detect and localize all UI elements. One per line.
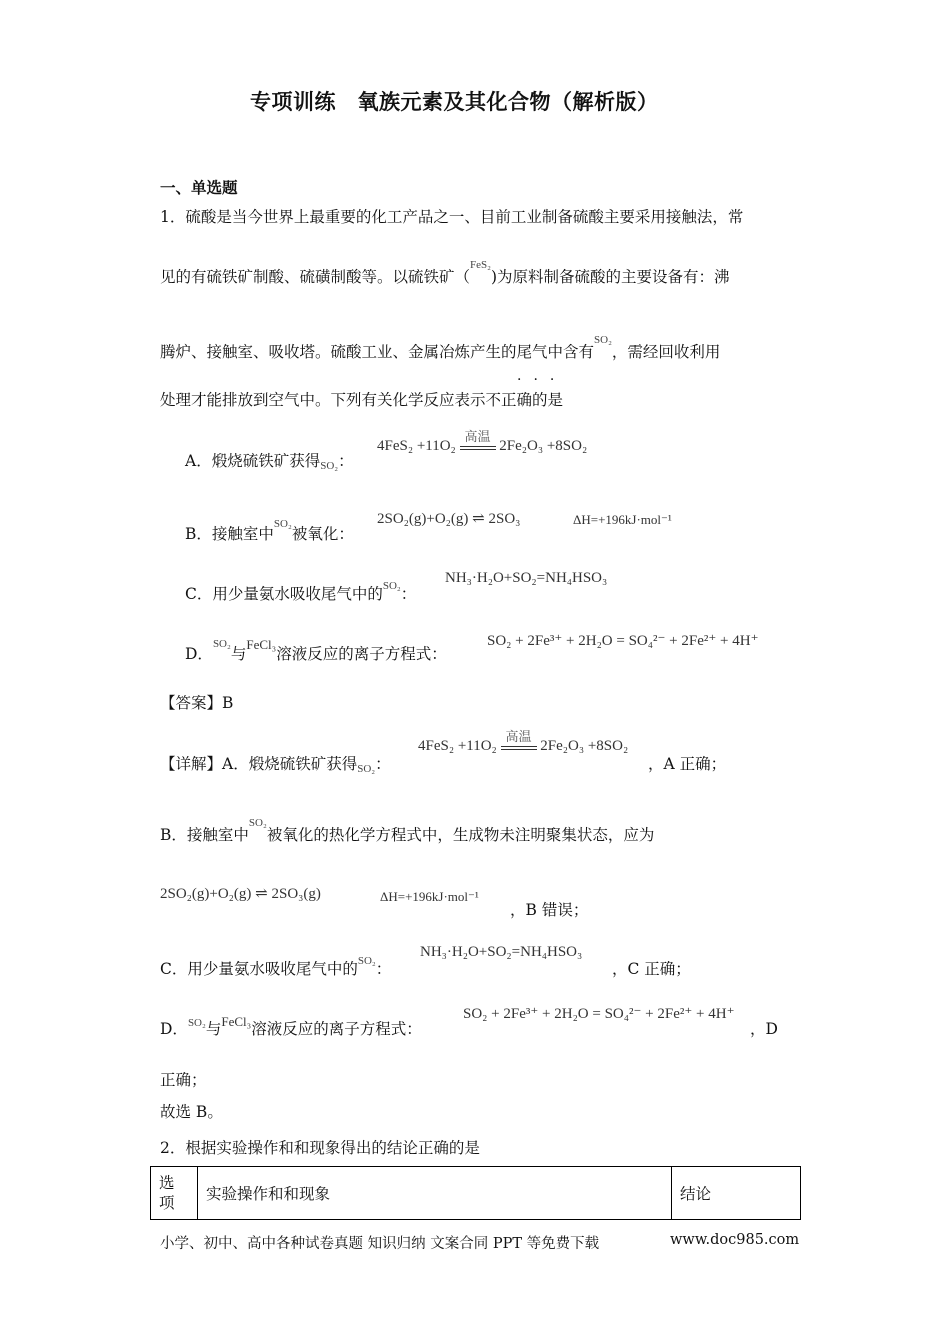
detail-a-end: ，A 正确；: [648, 755, 727, 773]
detail-d-end: ，D: [750, 1020, 778, 1038]
option-a-equation: [377, 429, 588, 455]
detail-d-fecl3: FeCl₃: [221, 1014, 252, 1029]
option-d-label-2: 溶液反应的离子方程式：: [276, 645, 447, 663]
q1-emphasis: 不正确: [485, 391, 533, 409]
detail-c-label: C．用少量氨水吸收尾气中的: [160, 960, 358, 978]
heating-condition: 高温: [464, 429, 491, 445]
detail-d-with: 与: [205, 1020, 222, 1038]
q1-line2-text-a: 见的有硫铁矿制酸、硫磺制酸等。以硫铁矿（: [160, 268, 471, 286]
table-header-option: [151, 1167, 198, 1220]
option-a-label: A．煅烧硫铁矿获得: [185, 452, 321, 470]
option-b-label-2: 被氧化：: [291, 525, 354, 543]
detail-c-end: ，C 正确；: [612, 960, 691, 978]
q2-table: [150, 1166, 801, 1220]
option-b-enthalpy: ΔH=+196kJ·mol⁻¹: [573, 512, 672, 527]
detail-a-colon: ：: [375, 755, 391, 773]
option-c-label: C．用少量氨水吸收尾气中的: [185, 585, 383, 603]
detail-b-equation: 2SO₂(g)+O₂(g) ⇌ 2SO₃(g): [160, 886, 321, 902]
q1-fes2-formula: FeS₂: [470, 259, 491, 271]
detail-d-so2: SO₂: [187, 1017, 206, 1029]
q1-line2-text-b: )为原料制备硫酸的主要设备有：沸: [490, 268, 730, 286]
detail-a-label: 【详解】A．煅烧硫铁矿获得: [160, 755, 358, 773]
detail-b-enthalpy: ΔH=+196kJ·mol⁻¹: [380, 889, 479, 904]
option-b-so2: SO₂: [273, 518, 292, 530]
detail-c-equation: NH₃·H₂O+SO₂=NH₄HSO₃: [420, 944, 583, 960]
table-row: [151, 1167, 801, 1220]
q2-stem: 2．根据实验操作和和现象得出的结论正确的是: [160, 1139, 480, 1157]
detail-c-so2: SO₂: [357, 955, 376, 967]
detail-c-colon: ：: [375, 960, 392, 978]
detail-d-end-2: 正确；: [160, 1071, 207, 1089]
option-a-colon: ：: [338, 452, 354, 470]
q1-line4-text-a: 处理才能排放到空气中。下列有关化学反应表示: [160, 391, 486, 409]
detail-d-label-2: 溶液反应的离子方程式：: [251, 1020, 422, 1038]
q1-line3-text-a: 腾炉、接触室、吸收塔。硫酸工业、金属冶炼产生的尾气中含有: [160, 343, 595, 361]
detail-b-end: ，B 错误；: [510, 901, 589, 919]
option-c-equation: NH₃·H₂O+SO₂=NH₄HSO₃: [445, 570, 608, 586]
q1-line4-text-b: 的是: [532, 391, 564, 409]
option-b-equation: 2SO₂(g)+O₂(g) ⇌ 2SO₃: [377, 511, 521, 527]
answer: 【答案】B: [160, 694, 234, 712]
option-c-colon: ：: [400, 585, 417, 603]
q1-option-d: [185, 637, 447, 664]
table-header-option-line-2: 项: [159, 1194, 175, 1212]
q1-so2-formula: SO₂: [594, 334, 612, 346]
detail-a-equation: [418, 729, 629, 755]
table-header-conclusion: 结论: [672, 1167, 801, 1220]
section-heading: 一、单选题: [160, 178, 238, 197]
option-d-so2: SO₂: [212, 638, 231, 650]
option-d-fecl3: FeCl₃: [246, 637, 277, 652]
detail-a-eq-right: 2Fe₂O₃ +8SO₂: [540, 738, 629, 754]
option-a-eq-right: 2Fe₂O₃ +8SO₂: [499, 438, 588, 454]
detail-a-so2: SO₂: [357, 763, 376, 775]
q1-line3: [160, 334, 721, 362]
option-d-with: 与: [230, 645, 247, 663]
option-d-label-1: D．: [185, 645, 213, 663]
heating-arrow: [460, 429, 496, 450]
option-b-label-1: B．接触室中: [185, 525, 274, 543]
q1-option-a: [185, 449, 354, 471]
detail-b: [160, 817, 655, 845]
q1-line4: [160, 388, 563, 410]
option-a-so2: SO₂: [320, 460, 339, 472]
detail-a-eq-left: 4FeS₂ +11O₂: [418, 738, 497, 754]
detail-heating-condition: 高温: [505, 729, 532, 745]
detail-conclusion: 故选 B。: [160, 1103, 223, 1121]
option-a-eq-left: 4FeS₂ +11O₂: [377, 438, 456, 454]
detail-d-label-1: D．: [160, 1020, 188, 1038]
footer-right: www.doc985.com: [670, 1232, 800, 1248]
q1-line3-text-b: ，需经回收利用: [611, 343, 721, 361]
footer-left: 小学、初中、高中各种试卷真题 知识归纳 文案合同 PPT 等免费下载: [160, 1236, 600, 1252]
q1-option-b: [185, 518, 354, 544]
table-header-operation: 实验操作和和现象: [198, 1167, 672, 1220]
detail-c: [160, 957, 391, 979]
detail-b-label-2: 被氧化的热化学方程式中，生成物未注明聚集状态，应为: [266, 826, 655, 844]
detail-b-label-1: B．接触室中: [160, 826, 249, 844]
detail-b-so2: SO₂: [248, 817, 267, 829]
detail-heating-arrow: [501, 729, 537, 750]
table-header-option-line-1: 选: [159, 1174, 175, 1192]
q1-line1: 1．硫酸是当今世界上最重要的化工产品之一、目前工业制备硫酸主要采用接触法，常: [160, 208, 744, 226]
page-title: 专项训练 氧族元素及其化合物（解析版）: [250, 89, 659, 114]
q1-line2: [160, 259, 730, 287]
detail-d-equation: SO₂ + 2Fe³⁺ + 2H₂O = SO₄²⁻ + 2Fe²⁺ + 4H⁺: [463, 1006, 735, 1022]
emphasis-dots: ···: [517, 372, 567, 388]
q1-option-c: [185, 582, 416, 604]
detail-a: [160, 752, 391, 774]
detail-d: [160, 1014, 422, 1039]
option-c-so2: SO₂: [382, 580, 401, 592]
option-d-equation: SO₂ + 2Fe³⁺ + 2H₂O = SO₄²⁻ + 2Fe²⁺ + 4H⁺: [487, 633, 759, 649]
